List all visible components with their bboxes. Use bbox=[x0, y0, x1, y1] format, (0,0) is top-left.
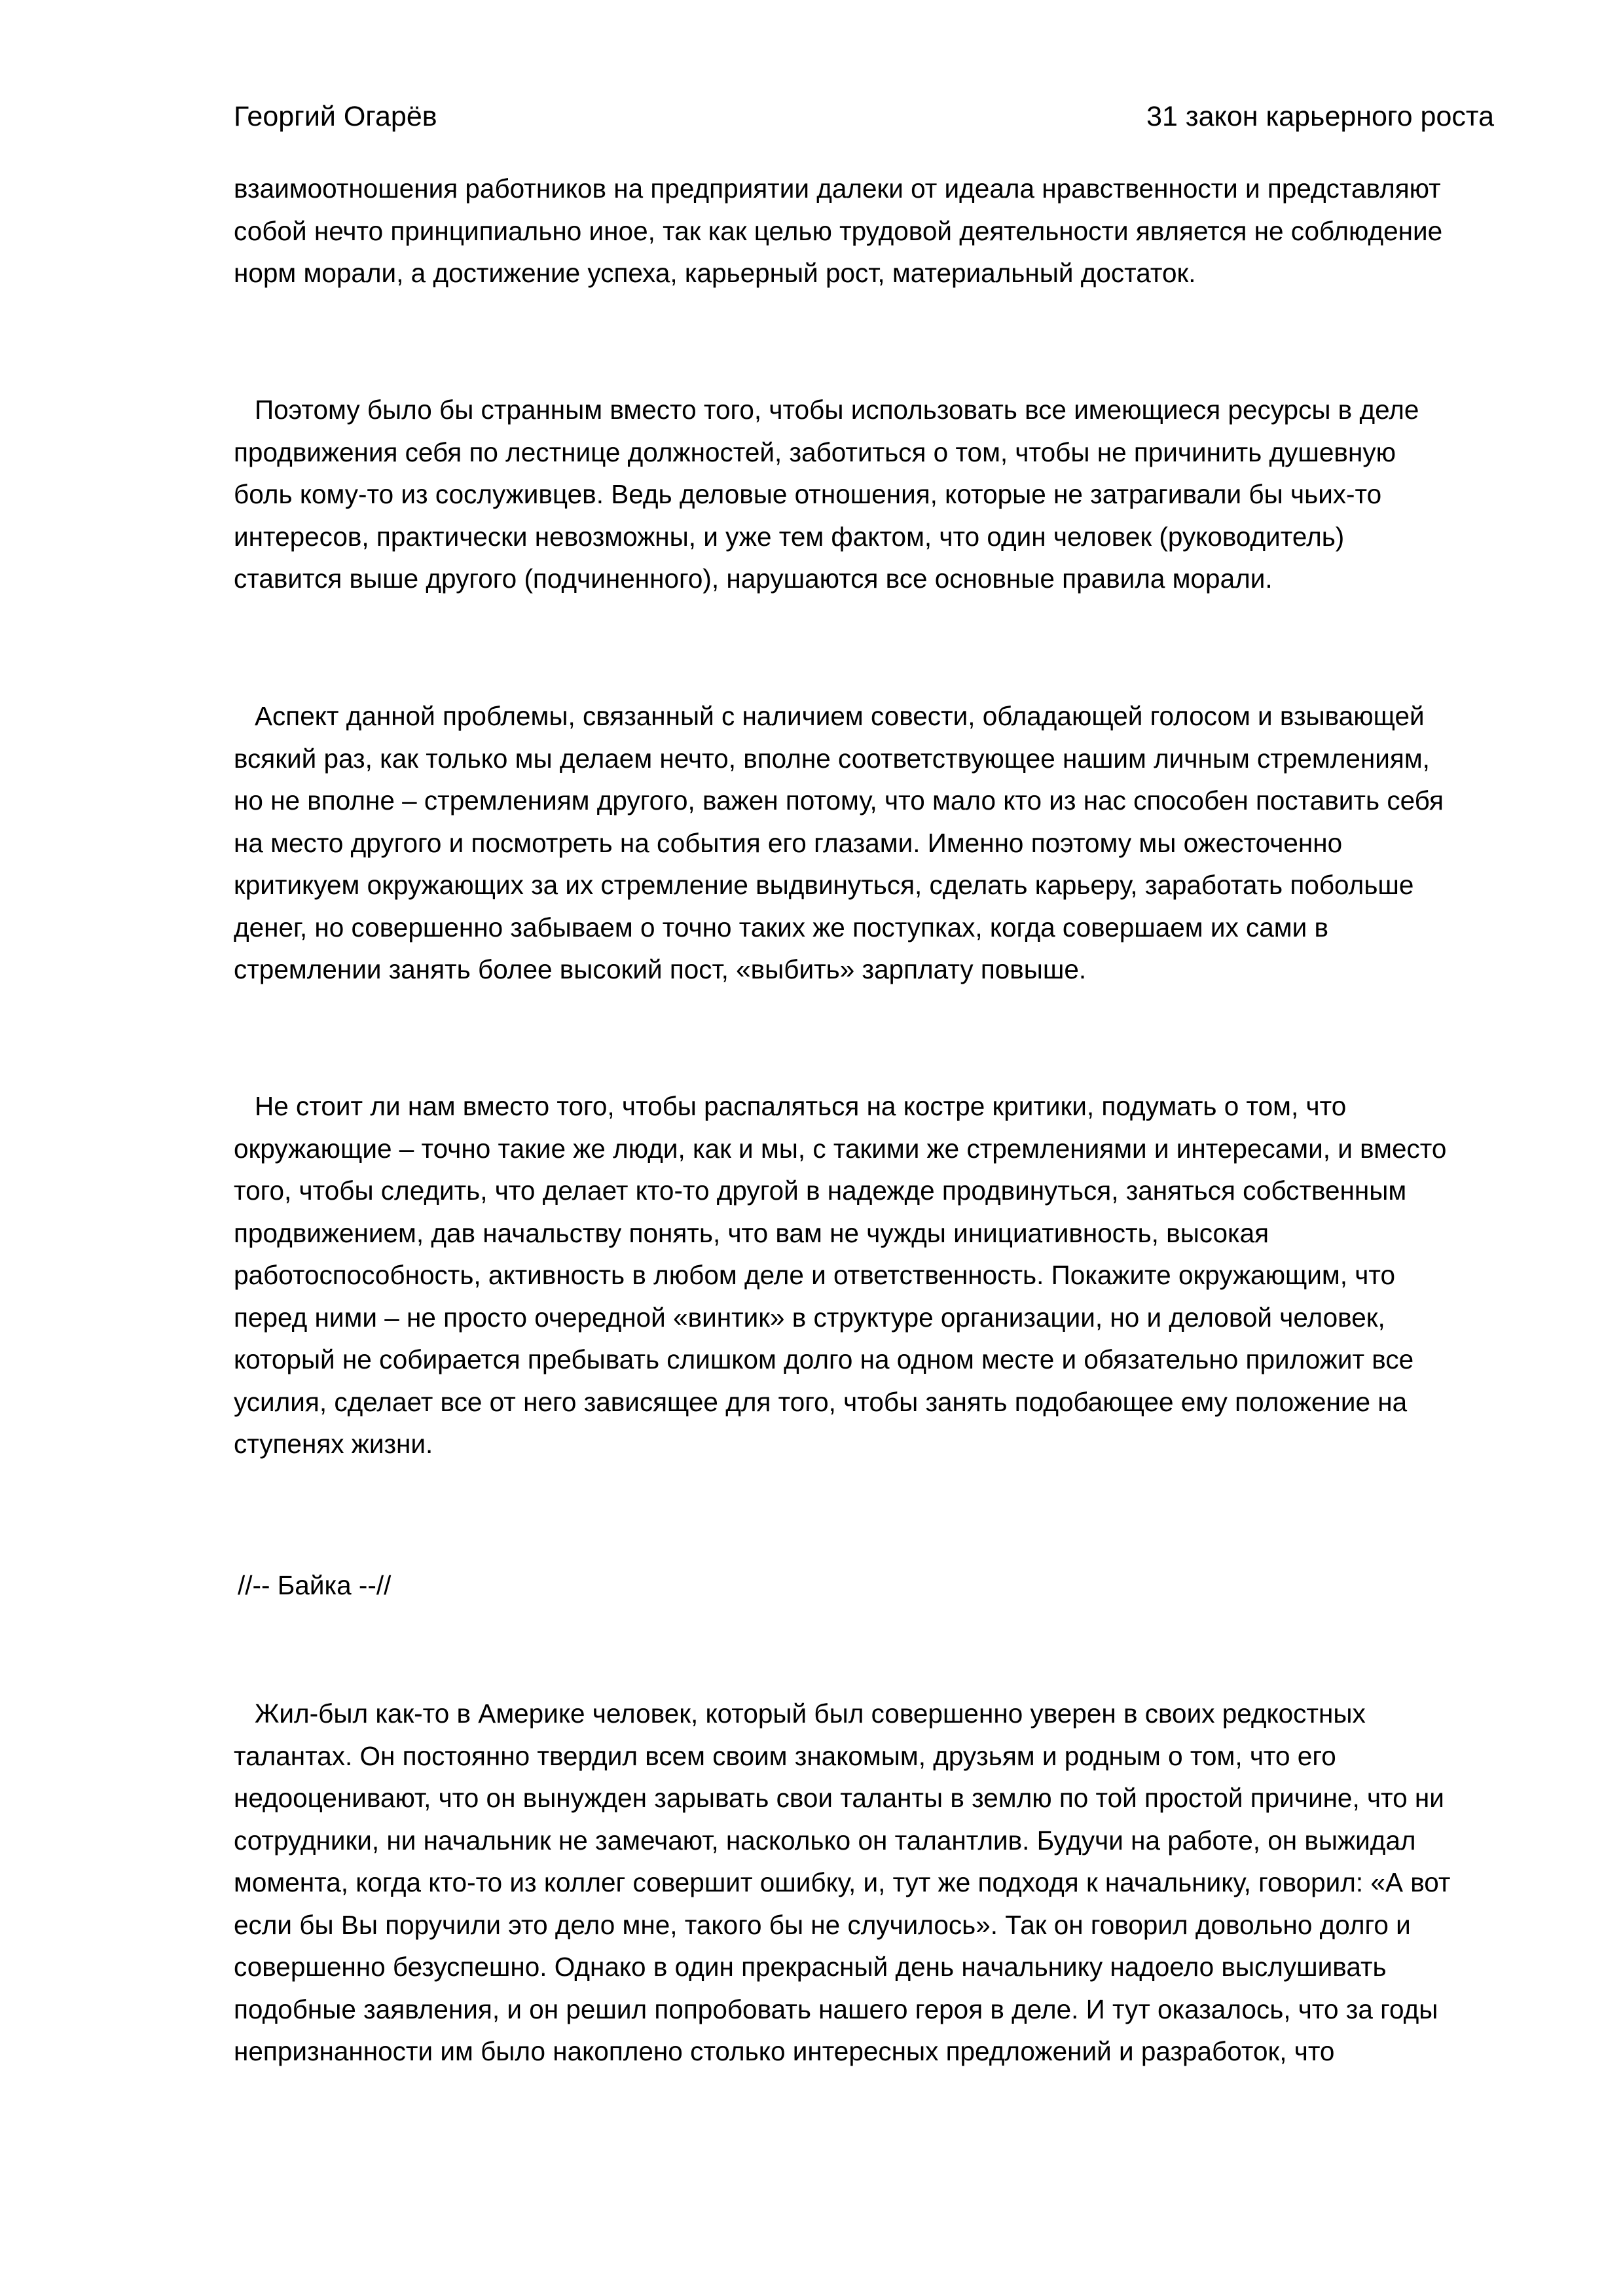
text-line: взаимоотношения работников на предприятии далеки от идеала нравственности и представляют bbox=[234, 173, 1441, 204]
text-line: ставится выше другого (подчиненного), нарушаются все основные правила морали. bbox=[234, 564, 1273, 594]
text-line: непризнанности им было накоплено столько интересных предложений и разработок, что bbox=[234, 2036, 1335, 2066]
header-book-title: 31 закон карьерного роста bbox=[1146, 101, 1494, 132]
text-line: усилия, сделает все от него зависящее для того, чтобы занять подобающее ему положение на bbox=[234, 1386, 1408, 1417]
text-line: Не стоит ли нам вместо того, чтобы распаляться на костре критики, подумать о том, что bbox=[255, 1091, 1347, 1121]
text-line: стремлении занять более высокий пост, «выбить» зарплату повыше. bbox=[234, 954, 1087, 984]
text-line: если бы Вы поручили это дело мне, такого бы не случилось». Так он говорил довольно долго и bbox=[234, 1909, 1411, 1940]
text-line: но не вполне – стремлениям другого, важен потому, что мало кто из нас способен поставить себя bbox=[234, 785, 1444, 816]
text-line: на место другого и посмотреть на события его глазами. Именно поэтому мы ожесточенно bbox=[234, 827, 1343, 858]
text-line: критикуем окружающих за их стремление выдвинуться, сделать карьеру, заработать побольше bbox=[234, 870, 1414, 900]
text-line: перед ними – не просто очередной «винтик» в структуре организации, но и деловой человек, bbox=[234, 1302, 1385, 1333]
paragraph-1 bbox=[234, 168, 1517, 295]
text-line: Жил-был как-то в Америке человек, который был совершенно уверен в своих редкостных bbox=[255, 1698, 1366, 1729]
text-line: продвижения себя по лестнице должностей, заботиться о том, чтобы не причинить душевную bbox=[234, 437, 1396, 467]
paragraph-3 bbox=[234, 695, 1517, 991]
header-author: Георгий Огарёв bbox=[234, 101, 437, 132]
paragraph-4 bbox=[234, 1085, 1517, 1465]
text-line: сотрудники, ни начальник не замечают, насколько он талантлив. Будучи на работе, он выжидал bbox=[234, 1825, 1416, 1856]
text-line: Аспект данной проблемы, связанный с наличием совести, обладающей голосом и взывающей bbox=[255, 701, 1425, 731]
text-line: собой нечто принципиально иное, так как целью трудовой деятельности является не соблюдение bbox=[234, 215, 1443, 246]
paragraph-5 bbox=[234, 1693, 1517, 2073]
text-line: окружающие – точно такие же люди, как и мы, с такими же стремлениями и интересами, и вместо bbox=[234, 1133, 1447, 1164]
text-line: совершенно безуспешно. Однако в один прекрасный день начальнику надоело выслушивать bbox=[234, 1952, 1387, 1982]
page-header bbox=[234, 97, 1494, 136]
text-line: Поэтому было бы странным вместо того, чтобы использовать все имеющиеся ресурсы в деле bbox=[255, 395, 1419, 425]
text-line: того, чтобы следить, что делает кто-то другой в надежде продвинуться, заняться собственным bbox=[234, 1175, 1407, 1206]
text-line: подобные заявления, и он решил попробовать нашего героя в деле. И тут оказалось, что за годы bbox=[234, 1994, 1438, 2024]
text-line: всякий раз, как только мы делаем нечто, вполне соответствующее нашим личным стремлениям, bbox=[234, 743, 1430, 774]
text-line: норм морали, а достижение успеха, карьерный рост, материальный достаток. bbox=[234, 258, 1196, 288]
text-line: ступенях жизни. bbox=[234, 1429, 433, 1459]
section-title: //-- Байка --// bbox=[238, 1570, 392, 1600]
text-line: денег, но совершенно забываем о точно таких же поступках, когда совершаем их сами в bbox=[234, 912, 1329, 942]
text-line: боль кому-то из сослуживцев. Ведь деловые отношения, которые не затрагивали бы чьих-то bbox=[234, 479, 1382, 509]
text-line: талантах. Он постоянно твердил всем своим знакомым, друзьям и родным о том, что его bbox=[234, 1740, 1336, 1771]
text-line: который не собирается пребывать слишком долго на одном месте и обязательно приложит все bbox=[234, 1344, 1414, 1374]
text-line: интересов, практически невозможны, и уже тем фактом, что один человек (руководитель) bbox=[234, 521, 1345, 552]
paragraph-2 bbox=[234, 389, 1517, 600]
text-line: продвижением, дав начальству понять, что вам не чужды инициативность, высокая bbox=[234, 1217, 1269, 1248]
text-line: недооценивают, что он вынужден зарывать свои таланты в землю по той простой причине, что ни bbox=[234, 1783, 1444, 1813]
text-line: момента, когда кто-то из коллег совершит ошибку, и, тут же подходя к начальнику, говорил: «А вот bbox=[234, 1867, 1451, 1897]
text-line: работоспособность, активность в любом деле и ответственность. Покажите окружающим, что bbox=[234, 1260, 1395, 1290]
